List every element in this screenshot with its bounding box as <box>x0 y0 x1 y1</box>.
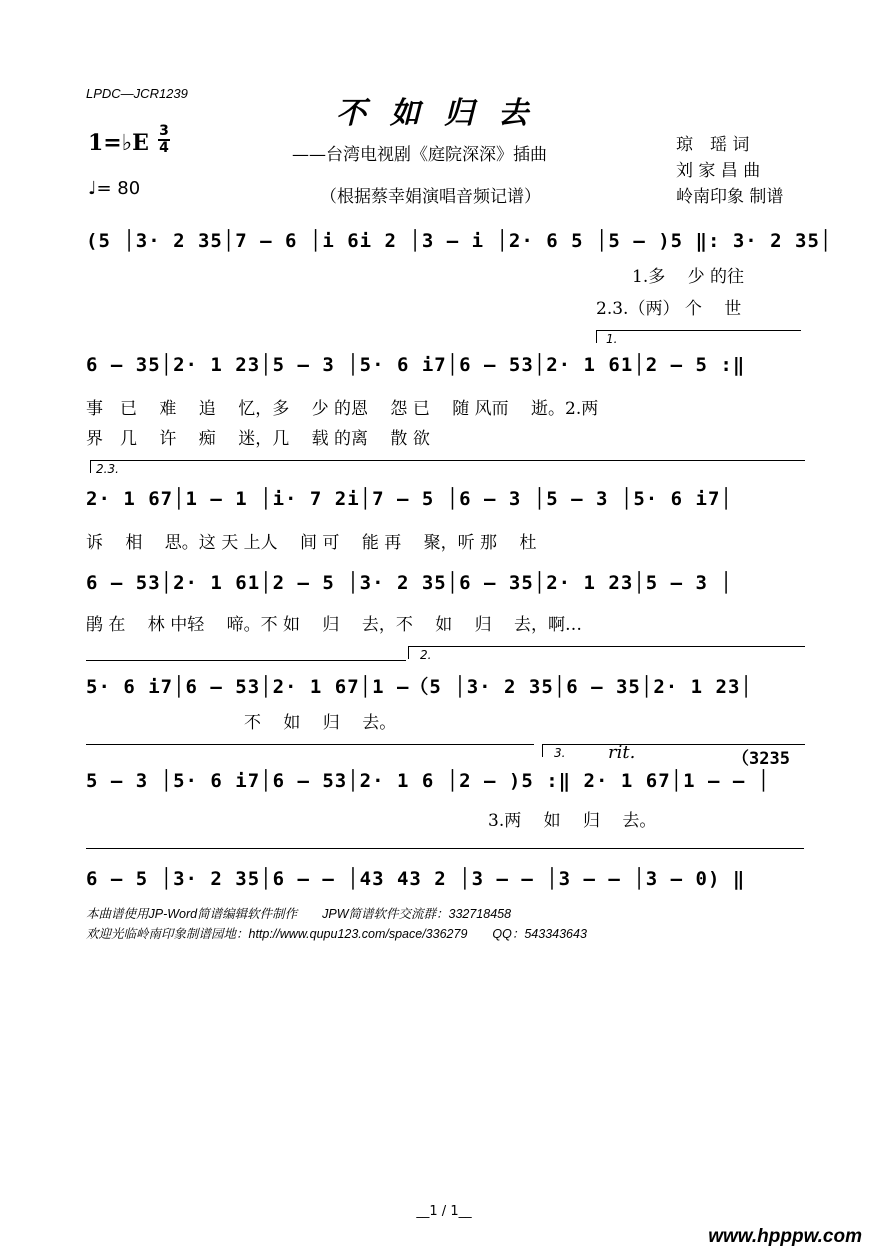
ritardando-marking: rit. <box>608 742 636 763</box>
volta-2-label: 2. <box>420 648 432 662</box>
lyric-line-6: 3.两 如 归 去。 <box>488 811 657 831</box>
lyric-line-5: 不 如 归 去。 <box>244 713 397 733</box>
lyric-line-1a: 1.多 少 的往 <box>632 267 745 287</box>
footer-software-note: 本曲谱使用JP-Word简谱编辑软件制作 JPW简谱软件交流群：332718458 <box>86 907 512 921</box>
score-line-1: (5 │3· 2 35│7 – 6 │i 6i 2 │3 – i │2· 6 5 │5 – )5 ‖: 3· 2 35│ <box>86 230 833 252</box>
score-line-5: 5· 6 i7│6 – 53│2· 1 67│1 –（5 │3· 2 35│6 – 35│2· 1 23│ <box>86 676 753 698</box>
score-line-4: 6 – 53│2· 1 61│2 – 5 │3· 2 35│6 – 35│2· 1 23│5 – 3 │ <box>86 572 733 594</box>
volta-bracket-1 <box>596 330 801 343</box>
lyric-line-2b: 界 几 许 痴 迷，几 载 的离 散 欲 <box>86 429 430 449</box>
key-signature: 1=♭E <box>88 130 149 156</box>
composer-credit: 刘 家 昌 曲 <box>676 161 761 181</box>
time-signature <box>158 124 170 156</box>
score-line-6: 5 – 3 │5· 6 i7│6 – 53│2· 1 6 │2 – )5 :‖ 2· 1 67│1 – – │ <box>86 770 771 792</box>
volta-continuation-2 <box>86 744 534 745</box>
lyricist-credit: 琼 瑶 词 <box>676 135 750 155</box>
tempo-marking: ♩= 80 <box>88 178 141 199</box>
bracket-notes: （3235 <box>732 749 790 769</box>
arranger-credit: 岭南印象 制谱 <box>676 187 784 207</box>
song-title: 不如归去 <box>336 96 552 131</box>
volta-23-label: 2.3. <box>96 462 119 476</box>
site-watermark: www.hpppw.com <box>708 1226 862 1247</box>
volta-bracket-2 <box>408 646 805 659</box>
meter-bottom: 4 <box>159 140 169 156</box>
volta-continuation-3 <box>86 848 804 849</box>
lyric-line-4: 鹃 在 林 中轻 啼。不 如 归 去，不 如 归 去，啊… <box>86 615 583 635</box>
page-number: __1 / 1__ <box>416 1204 472 1219</box>
meter-top: 3 <box>159 123 169 139</box>
lyric-line-2a: 事 已 难 追 忆，多 少 的恩 怨 已 随 风而 逝。2.两 <box>86 399 599 419</box>
lyric-line-1b: 2.3.（两） 个 世 <box>596 299 742 319</box>
score-line-3: 2· 1 67│1 – 1 │i· 7 2i│7 – 5 │6 – 3 │5 – 3 │5· 6 i7│ <box>86 488 733 510</box>
transcription-note: （根据蔡幸娟演唱音频记谱） <box>320 187 541 207</box>
volta-continuation <box>86 660 406 661</box>
volta-3-label: 3. <box>554 746 566 760</box>
song-subtitle: ——台湾电视剧《庭院深深》插曲 <box>292 145 547 165</box>
score-line-7: 6 – 5 │3· 2 35│6 – – │43 43 2 │3 – – │3 – – │3 – 0) ‖ <box>86 868 746 890</box>
score-code: LPDC—JCR1239 <box>86 86 188 101</box>
lyric-line-3: 诉 相 思。这 天 上人 间 可 能 再 聚，听 那 杜 <box>86 533 537 553</box>
volta-1-label: 1. <box>606 332 618 346</box>
score-line-2: 6 – 35│2· 1 23│5 – 3 │5· 6 i7│6 – 53│2· 1 61│2 – 5 :‖ <box>86 354 746 376</box>
footer-website-note: 欢迎光临岭南印象制谱园地：http://www.qupu123.com/space/336279 QQ：543343643 <box>86 927 587 941</box>
volta-bracket-23 <box>90 460 805 473</box>
